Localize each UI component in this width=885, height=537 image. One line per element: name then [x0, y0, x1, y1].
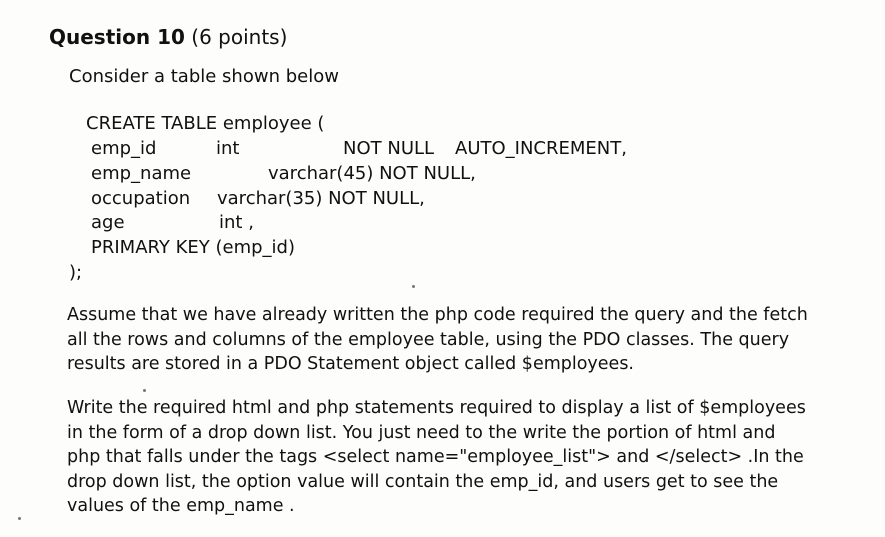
question-title: Question 10 [49, 25, 185, 49]
sql-emp-id-name: emp_id [91, 138, 157, 159]
paragraph-line: values of the emp_name . [67, 496, 295, 516]
paragraph-line: Write the required html and php statements required to display a list of $employees [67, 398, 806, 418]
sql-primary-key: PRIMARY KEY (emp_id) [91, 237, 295, 258]
intro-text: Consider a table shown below [69, 66, 339, 87]
paragraph-line: in the form of a drop down list. You just need to the write the portion of html and [67, 422, 776, 443]
sql-emp-id-auto: AUTO_INCREMENT, [455, 138, 627, 159]
sql-emp-name-type: varchar(45) NOT NULL, [268, 163, 476, 184]
question-points: (6 points) [191, 25, 288, 49]
sql-close: ); [69, 262, 83, 283]
paragraph-line: results are stored in a PDO Statement object called $employees. [67, 354, 634, 374]
question-heading [49, 25, 287, 49]
sql-occupation-type: varchar(35) NOT NULL, [217, 188, 425, 209]
sql-emp-id-null: NOT NULL [343, 138, 435, 159]
paragraph-line: php that falls under the tags <select name="employee_list"> and </select> .In the [67, 447, 804, 467]
paragraph-assumption [67, 303, 857, 377]
dust-speck [412, 285, 415, 288]
sql-create-line: CREATE TABLE employee ( [86, 113, 325, 134]
paragraph-line: drop down list, the option value will contain the emp_id, and users get to see the [67, 471, 779, 492]
paragraph-line: all the rows and columns of the employee table, using the PDO classes. The query [67, 329, 790, 350]
sql-occupation-name: occupation [91, 188, 191, 209]
paragraph-line: Assume that we have already written the php code required the query and the fetch [67, 305, 808, 325]
sql-age-name: age [91, 212, 125, 233]
paragraph-task [67, 396, 857, 519]
dust-speck [143, 389, 146, 392]
dust-speck [18, 517, 21, 520]
sql-emp-name-name: emp_name [91, 163, 192, 184]
sql-age-type: int , [219, 212, 254, 233]
sql-emp-id-type: int [216, 138, 240, 159]
